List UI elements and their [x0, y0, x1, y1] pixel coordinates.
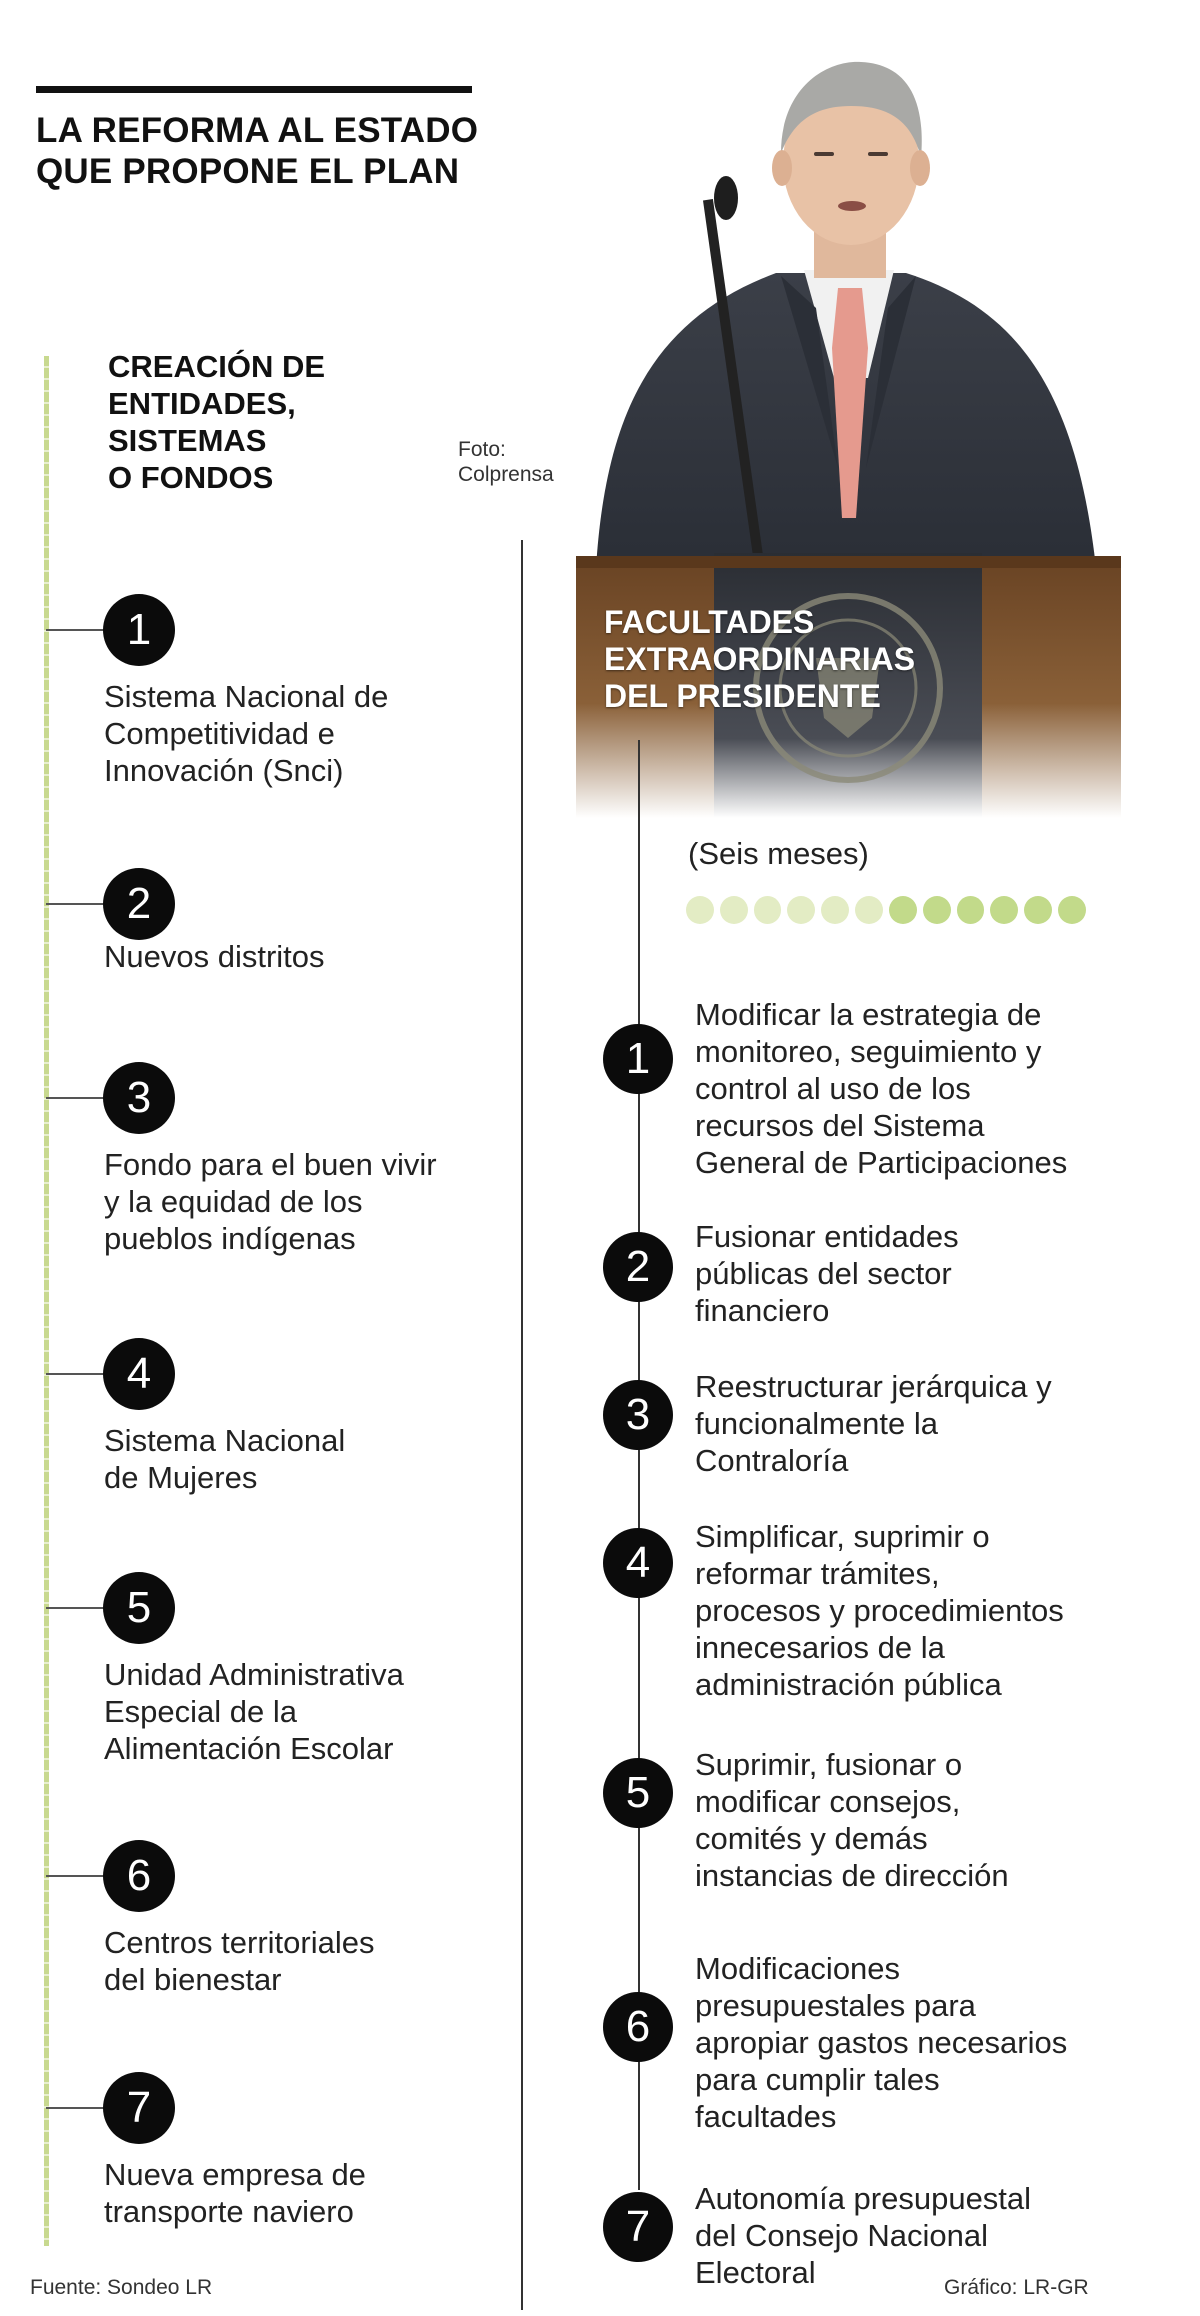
item-text — [695, 1368, 1115, 1479]
month-dot — [787, 896, 815, 924]
item-line: transporte naviero — [104, 2194, 354, 2229]
item-line: Centros territoriales — [104, 1925, 375, 1960]
overlay-line: EXTRAORDINARIAS — [604, 641, 916, 677]
month-dot — [821, 896, 849, 924]
item-line: facultades — [695, 2099, 837, 2134]
connector-tick — [46, 1097, 108, 1099]
number-badge: 1 — [603, 1024, 673, 1094]
item-line: presupuestales para — [695, 1988, 976, 2023]
number-badge: 5 — [103, 1572, 175, 1644]
month-dot — [957, 896, 985, 924]
item-line: Unidad Administrativa — [104, 1657, 404, 1692]
item-line: de Mujeres — [104, 1460, 258, 1495]
period-label: (Seis meses) — [688, 836, 869, 871]
number-badge: 5 — [603, 1758, 673, 1828]
item-line: modificar consejos, — [695, 1784, 961, 1819]
month-dot — [1058, 896, 1086, 924]
item-line: Competitividad e — [104, 716, 335, 751]
month-dot — [889, 896, 917, 924]
heading-line: SISTEMAS — [108, 423, 267, 458]
heading-line: ENTIDADES, — [108, 386, 296, 421]
item-line: instancias de dirección — [695, 1858, 1009, 1893]
item-line: Autonomía presupuestal — [695, 2181, 1032, 2216]
number-badge: 1 — [103, 594, 175, 666]
item-line: financiero — [695, 1293, 830, 1328]
month-dot — [990, 896, 1018, 924]
connector-tick — [46, 903, 108, 905]
number-badge: 6 — [103, 1840, 175, 1912]
connector-tick — [46, 629, 108, 631]
item-line: procesos y procedimientos — [695, 1593, 1064, 1628]
number-badge: 4 — [603, 1528, 673, 1598]
item-line: pueblos indígenas — [104, 1221, 356, 1256]
item-text — [104, 1422, 504, 1496]
connector-tick — [46, 1875, 108, 1877]
graphic-credit: Gráfico: LR-GR — [944, 2276, 1089, 2299]
item-line: Nuevos distritos — [104, 939, 325, 974]
photo-overlay-title — [604, 604, 944, 715]
number-badge: 6 — [603, 1992, 673, 2062]
number-badge: 4 — [103, 1338, 175, 1410]
month-dot — [855, 896, 883, 924]
credit-line: Foto: — [458, 438, 506, 461]
overlay-line: FACULTADES — [604, 604, 815, 640]
left-section-heading — [108, 348, 408, 496]
item-line: Sistema Nacional de — [104, 679, 389, 714]
heading-line: CREACIÓN DE — [108, 349, 326, 384]
item-line: administración pública — [695, 1667, 1002, 1702]
item-line: Simplificar, suprimir o — [695, 1519, 990, 1554]
item-line: Innovación (Snci) — [104, 753, 344, 788]
month-dot — [923, 896, 951, 924]
item-line: Fusionar entidades — [695, 1219, 959, 1254]
credit-line: Colprensa — [458, 463, 554, 486]
month-dot — [686, 896, 714, 924]
left-timeline-track — [44, 356, 49, 2246]
item-line: Especial de la — [104, 1694, 298, 1729]
right-timeline-line — [638, 740, 640, 2190]
title-line: LA REFORMA AL ESTADO — [36, 111, 479, 150]
item-text — [695, 1218, 1115, 1329]
number-badge: 2 — [603, 1232, 673, 1302]
item-line: públicas del sector — [695, 1256, 952, 1291]
month-dot — [720, 896, 748, 924]
months-dots — [686, 896, 1086, 926]
item-line: del Consejo Nacional — [695, 2218, 988, 2253]
number-badge: 7 — [603, 2192, 673, 2262]
item-line: apropiar gastos necesarios — [695, 2025, 1068, 2060]
item-line: General de Participaciones — [695, 1145, 1068, 1180]
item-line: para cumplir tales — [695, 2062, 940, 2097]
month-dot — [1024, 896, 1052, 924]
overlay-line: DEL PRESIDENTE — [604, 678, 881, 714]
item-line: reformar trámites, — [695, 1556, 940, 1591]
item-text — [104, 2156, 504, 2230]
item-text — [695, 996, 1115, 1181]
item-text — [104, 1656, 504, 1767]
item-text — [695, 2180, 1115, 2291]
item-text — [104, 1146, 504, 1257]
item-line: Contraloría — [695, 1443, 849, 1478]
item-text — [104, 938, 504, 975]
item-text — [104, 678, 504, 789]
item-line: Electoral — [695, 2255, 816, 2290]
connector-tick — [46, 1373, 108, 1375]
item-line: y la equidad de los — [104, 1184, 363, 1219]
title-rule — [36, 86, 472, 93]
item-line: Suprimir, fusionar o — [695, 1747, 963, 1782]
page-title — [36, 110, 506, 192]
item-line: Sistema Nacional — [104, 1423, 346, 1458]
item-text — [695, 1950, 1115, 2135]
item-line: recursos del Sistema — [695, 1108, 985, 1143]
item-text — [104, 1924, 504, 1998]
number-badge: 3 — [103, 1062, 175, 1134]
item-line: del bienestar — [104, 1962, 282, 1997]
connector-tick — [46, 2107, 108, 2109]
connector-tick — [46, 1607, 108, 1609]
heading-line: O FONDOS — [108, 460, 274, 495]
item-text — [695, 1518, 1115, 1703]
item-line: Modificaciones — [695, 1951, 901, 1986]
number-badge: 7 — [103, 2072, 175, 2144]
item-line: funcionalmente la — [695, 1406, 938, 1441]
item-line: comités y demás — [695, 1821, 928, 1856]
item-line: Reestructurar jerárquica y — [695, 1369, 1052, 1404]
title-line: QUE PROPONE EL PLAN — [36, 152, 460, 191]
item-line: Modificar la estrategia de — [695, 997, 1042, 1032]
item-line: innecesarios de la — [695, 1630, 945, 1665]
photo-credit — [458, 437, 554, 487]
item-text — [695, 1746, 1115, 1894]
number-badge: 3 — [603, 1380, 673, 1450]
source-note: Fuente: Sondeo LR — [30, 2276, 213, 2299]
number-badge: 2 — [103, 868, 175, 940]
item-line: monitoreo, seguimiento y — [695, 1034, 1042, 1069]
column-divider — [521, 540, 523, 2310]
item-line: Fondo para el buen vivir — [104, 1147, 437, 1182]
month-dot — [754, 896, 782, 924]
item-line: Nueva empresa de — [104, 2157, 366, 2192]
item-line: control al uso de los — [695, 1071, 971, 1106]
item-line: Alimentación Escolar — [104, 1731, 394, 1766]
